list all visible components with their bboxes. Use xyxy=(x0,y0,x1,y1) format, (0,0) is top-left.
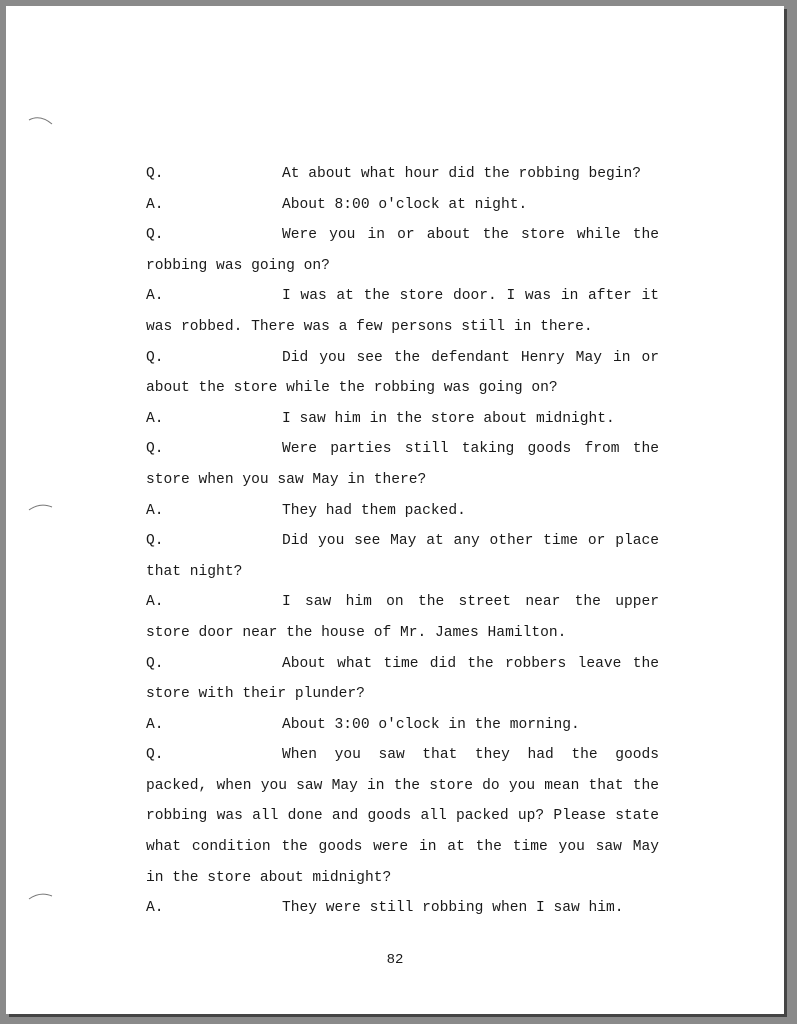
hole-punch-mark xyxy=(28,114,54,126)
entry-text: Did you see May at any other time or place that night? xyxy=(146,533,659,580)
answer xyxy=(146,496,659,527)
speaker-label: Q. xyxy=(146,441,164,458)
entry-text: They were still robbing when I saw him. xyxy=(282,900,624,917)
question xyxy=(146,434,659,495)
entry-text: When you saw that they had the goods packed, when you saw May in the store do you mean that the robbing was all done and goods all packed up? Please state what condition the goods were in at the time you saw May in the store about midnight? xyxy=(146,747,659,886)
document-page xyxy=(6,6,784,1014)
speaker-label: Q. xyxy=(146,166,164,182)
page-number: 82 xyxy=(386,952,404,968)
speaker-label: A. xyxy=(146,502,164,519)
speaker-label: Q. xyxy=(146,349,164,366)
entry-text: Did you see the defendant Henry May in or about the store while the robbing was going on? xyxy=(146,349,659,397)
speaker-label: A. xyxy=(146,196,164,213)
entry-text: About what time did the robbers leave the store with their plunder? xyxy=(146,655,659,703)
speaker-label: A. xyxy=(146,716,164,733)
speaker-label: Q. xyxy=(146,227,164,244)
question xyxy=(146,220,659,281)
hole-punch-mark xyxy=(28,890,54,902)
answer xyxy=(146,587,659,648)
answer xyxy=(146,893,659,924)
testimony-transcript xyxy=(146,159,659,924)
question xyxy=(146,649,659,710)
answer xyxy=(146,710,659,741)
entry-text: Were you in or about the store while the robbing was going on? xyxy=(146,227,659,274)
entry-text: At about what hour did the robbing begin? xyxy=(282,166,642,182)
speaker-label: Q. xyxy=(146,533,164,550)
entry-text: Were parties still taking goods from the store when you saw May in there? xyxy=(146,441,659,488)
entry-text: I saw him in the store about midnight. xyxy=(282,410,615,427)
entry-text: About 3:00 o'clock in the morning. xyxy=(282,716,580,733)
question xyxy=(146,159,659,190)
speaker-label: A. xyxy=(146,288,164,305)
answer xyxy=(146,404,659,435)
answer xyxy=(146,281,659,342)
entry-text: I was at the store door. I was in after it was robbed. There was a few persons still in there. xyxy=(146,288,659,335)
question xyxy=(146,343,659,404)
speaker-label: Q. xyxy=(146,655,164,672)
answer xyxy=(146,190,659,221)
entry-text: I saw him on the street near the upper store door near the house of Mr. James Hamilton. xyxy=(146,594,659,641)
question xyxy=(146,526,659,587)
entry-text: They had them packed. xyxy=(282,502,466,519)
speaker-label: Q. xyxy=(146,747,164,764)
speaker-label: A. xyxy=(146,410,164,427)
speaker-label: A. xyxy=(146,900,164,917)
entry-text: About 8:00 o'clock at night. xyxy=(282,196,528,213)
speaker-label: A. xyxy=(146,594,164,611)
hole-punch-mark xyxy=(28,501,54,513)
question xyxy=(146,740,659,893)
